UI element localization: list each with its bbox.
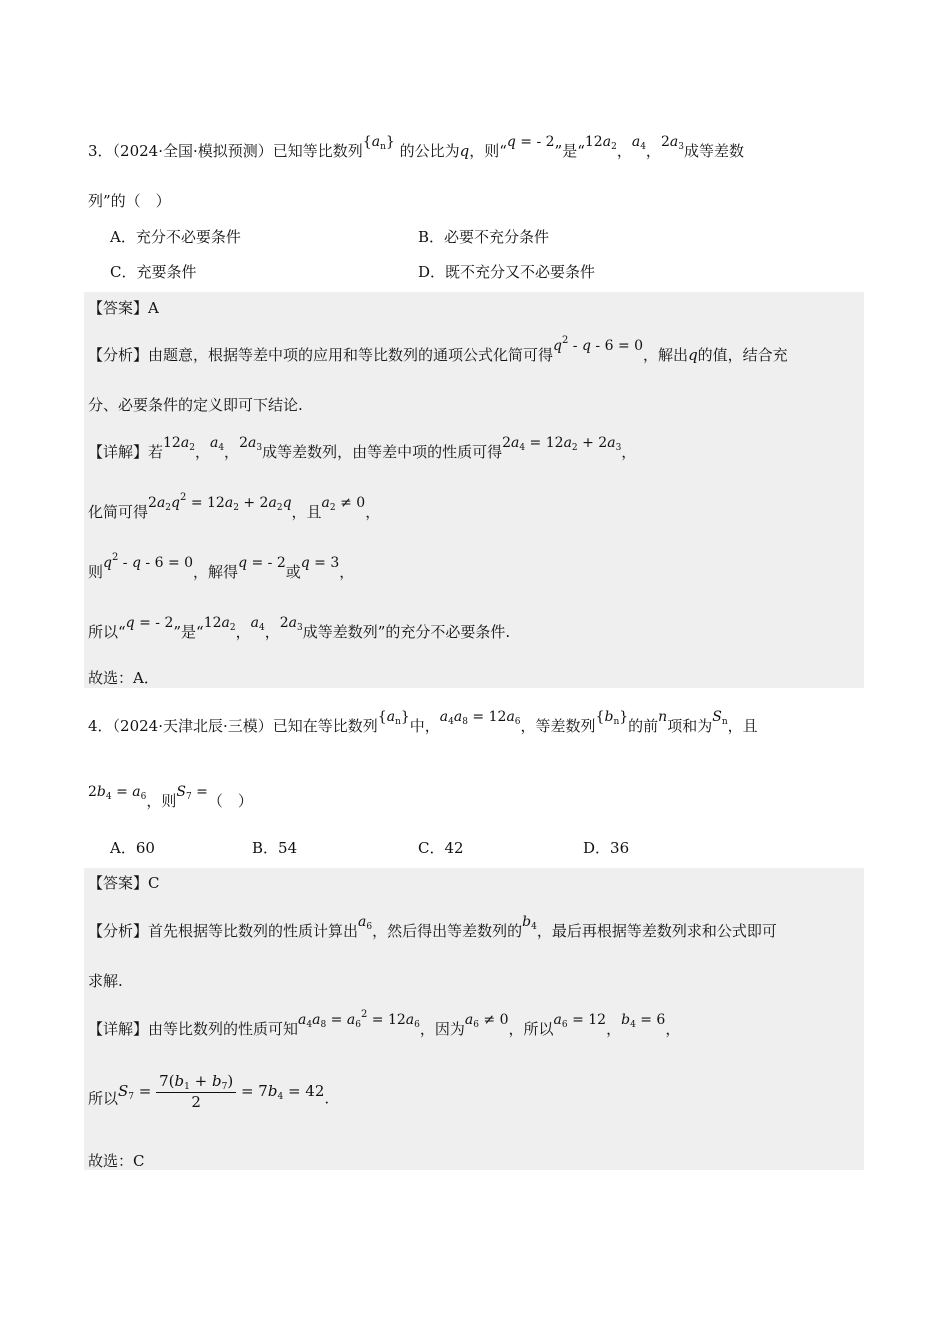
q3-option-a: A．充分不必要条件 xyxy=(110,228,241,246)
math-12a2: $12a_2$ xyxy=(584,134,617,152)
q3-answer: 【答案】A xyxy=(88,299,159,317)
q4-stem-line1: 4．（2024·天津北辰·三模）已知在等比数列$\{a_n\}$中，$a_4a_8 = 12a_6$，等差数列$\{b_n\}$的前n项和为$S_n$，且 xyxy=(88,709,758,735)
math-2b4: $2b_4 = a_6$ xyxy=(88,784,147,802)
q3-detail-line4: 所以“q = - 2”是“$12a_2$，$a_4$，$2a_3$成等差数列”的充分不必要条件. xyxy=(88,615,511,641)
q3-choose: 故选：A． xyxy=(88,669,159,687)
math-a4a8: $a_4a_8 = 12a_6$ xyxy=(439,709,521,727)
math-q-eq: q = - 2 xyxy=(506,134,555,150)
q4-option-a: A．60 xyxy=(110,839,155,857)
q3-option-d: D．既不充分又不必要条件 xyxy=(418,263,596,281)
q3-detail-line1: 【详解】若$12a_2$，$a_4$，$2a_3$成等差数列，由等差中项的性质可得$2a_4 = 12a_2 + 2a_3$， xyxy=(88,435,637,461)
q4-detail-line1: 【详解】由等比数列的性质可知$a_4a_8 = a_6^2 = 12a_6$，因为$a_6 \ne 0$，所以$a_6 = 12$，$b_4 = 6$， xyxy=(88,1009,681,1038)
math-quadratic: $q^2 - q - 6 = 0$ xyxy=(553,335,644,354)
q3-analysis-line2: 分、必要条件的定义即可下结论. xyxy=(88,396,303,414)
math-simplified: $2a_2q^2 = 12a_2 + 2a_2q$ xyxy=(148,492,292,513)
q3-option-b: B．必要不充分条件 xyxy=(418,228,550,246)
q3-stem-line2: 列”的（ ） xyxy=(88,192,171,210)
math-an-set: $\{a_n\}$ xyxy=(362,134,395,152)
math-property: $a_4a_8 = a_6^2 = 12a_6$ xyxy=(298,1009,420,1030)
q3-detail-line2: 化简可得$2a_2q^2 = 12a_2 + 2a_2q$，且$a_2 \ne 0$， xyxy=(88,492,381,521)
math-sum-formula: $S_7$ = $\frac{7(b_1 + b_7)}{2}$ = $7b_4 = 42$ xyxy=(118,1072,325,1111)
q4-stem-line2: $2b_4 = a_6$，则$S_7$ =（ ） xyxy=(88,784,253,810)
q3-analysis-line1: 【分析】由题意，根据等差中项的应用和等比数列的通项公式化简可得$q^2 - q - 6 = 0$，解出q的值，结合充 xyxy=(88,335,788,364)
q3-option-c: C．充要条件 xyxy=(110,263,197,281)
math-mid-term: $2a_4 = 12a_2 + 2a_3$ xyxy=(502,435,622,453)
q4-analysis-line2: 求解. xyxy=(88,972,123,990)
q4-option-b: B．54 xyxy=(252,839,298,857)
q4-detail-line2: 所以$S_7$ = $\frac{7(b_1 + b_7)}{2}$ = $7b_4 = 42$. xyxy=(88,1072,330,1111)
q4-option-d: D．36 xyxy=(583,839,630,857)
q4-choose: 故选：C xyxy=(88,1152,145,1170)
q4-option-c: C．42 xyxy=(418,839,464,857)
q3-stem-line1: 3．（2024·全国·模拟预测）已知等比数列$\{a_n\}$ 的公比为q，则“q = - 2”是“$12a_2$，$a_4$，$2a_3$成等差数 xyxy=(88,134,744,160)
q3-detail-line3: 则$q^2 - q - 6 = 0$，解得q = - 2或q = 3， xyxy=(88,552,355,581)
q4-analysis-line1: 【分析】首先根据等比数列的性质计算出$a_6$，然后得出等差数列的$b_4$，最后再根据等差数列求和公式即可 xyxy=(88,914,777,940)
q4-answer: 【答案】C xyxy=(88,874,160,892)
